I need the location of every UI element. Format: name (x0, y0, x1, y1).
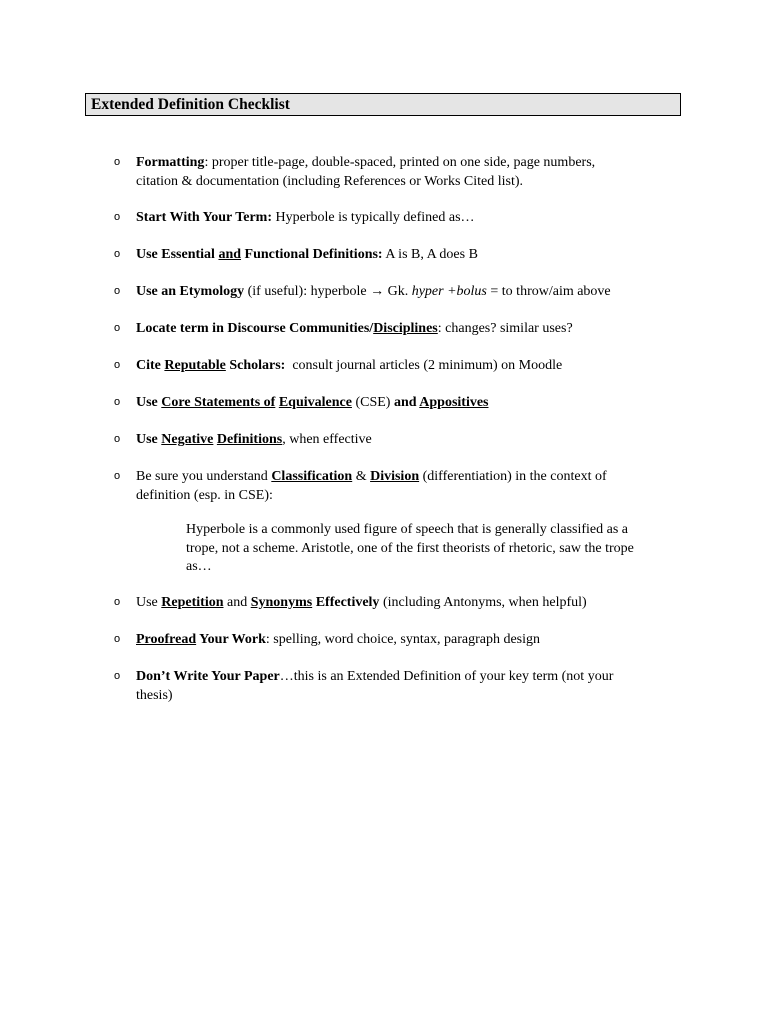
checklist-item-classification-division: Be sure you understand Classification & Division (differentiation) in the context of definition (esp. in CSE): (136, 469, 607, 503)
checklist-item-start-with-term: Start With Your Term: Hyperbole is typically defined as… (136, 210, 475, 225)
bullet-marker: o (114, 396, 121, 408)
bullet-marker: o (114, 670, 121, 682)
checklist-item-core-statements: Use Core Statements of Equivalence (CSE) and Appositives (136, 395, 489, 410)
document-title: Extended Definition Checklist (91, 96, 290, 113)
checklist-item-repetition-synonyms: Use Repetition and Synonyms Effectively (including Antonyms, when helpful) (136, 595, 587, 610)
checklist-item-cite-scholars: Cite Reputable Scholars: consult journal articles (2 minimum) on Moodle (136, 358, 563, 373)
checklist-item-etymology: Use an Etymology (if useful): hyperbole → Gk. hyper +bolus = to throw/aim above (136, 284, 611, 299)
checklist-item-formatting: Formatting: proper title-page, double-spaced, printed on one side, page numbers, citation & documentation (including References or Works Cited list). (136, 155, 596, 189)
bullet-marker: o (114, 633, 121, 645)
arrow-right-icon: → (370, 284, 385, 299)
title-box (85, 93, 681, 116)
bullet-marker: o (114, 285, 121, 297)
bullet-marker: o (114, 359, 121, 371)
bullet-marker: o (114, 322, 121, 334)
bullet-marker: o (114, 596, 121, 608)
bullet-marker: o (114, 156, 121, 168)
checklist-item-discourse-communities: Locate term in Discourse Communities/Disciplines: changes? similar uses? (136, 321, 573, 336)
checklist-item-proofread: Proofread Your Work: spelling, word choice, syntax, paragraph design (136, 632, 540, 647)
bullet-marker: o (114, 433, 121, 445)
checklist-item-negative-definitions: Use Negative Definitions, when effective (136, 432, 372, 447)
example-paragraph: Hyperbole is a commonly used figure of speech that is generally classified as a trope, not a scheme. Aristotle, one of the first theorists of rhetoric, saw the trope as… (186, 522, 634, 574)
bullet-marker: o (114, 248, 121, 260)
checklist-item-essential-functional: Use Essential and Functional Definitions: A is B, A does B (136, 247, 478, 262)
bullet-marker: o (114, 211, 121, 223)
bullet-marker: o (114, 470, 121, 482)
checklist-item-dont-write-paper: Don’t Write Your Paper…this is an Extended Definition of your key term (not your thesis) (136, 669, 614, 703)
